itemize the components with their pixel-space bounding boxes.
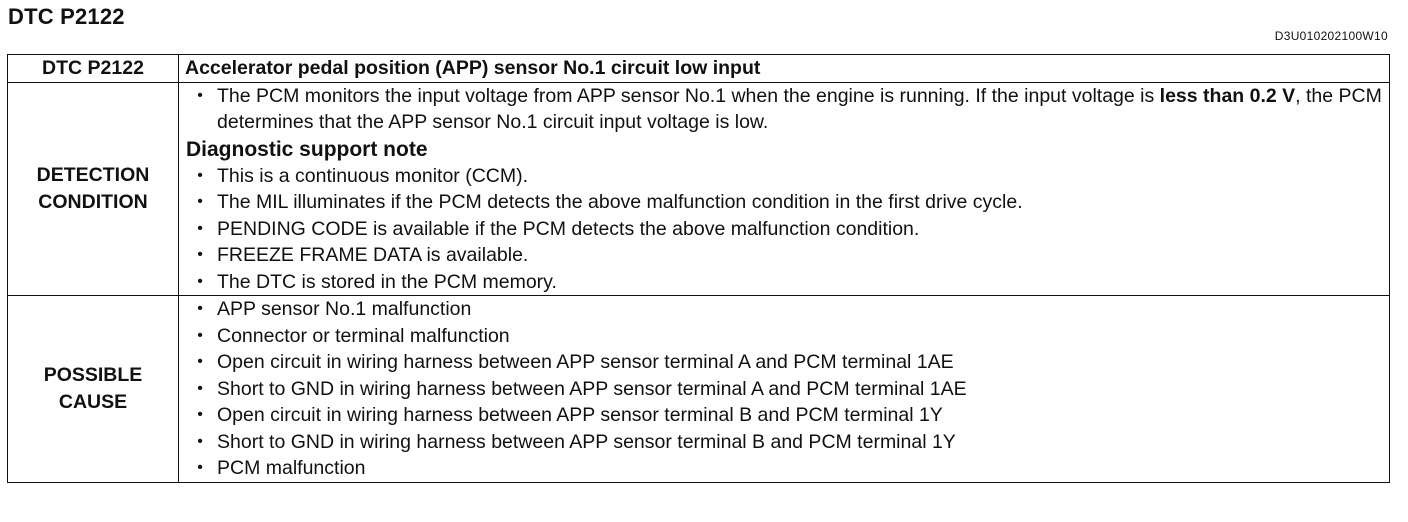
list-item [185, 429, 1383, 456]
bullet-icon: • [197, 300, 203, 317]
bullet-icon: • [197, 219, 203, 237]
bullet-icon: • [197, 406, 203, 423]
header-row [8, 55, 1390, 83]
possible-cause-label-line2: CAUSE [58, 390, 128, 413]
dtc-table [7, 54, 1390, 483]
detection-content-cell [179, 82, 1390, 296]
bullet-icon: • [197, 432, 203, 450]
list-item [185, 323, 1383, 350]
possible-cause-row [8, 296, 1390, 483]
list-item [185, 376, 1383, 403]
list-item-text: The MIL illuminates if the PCM detects the above malfunction condition in the first drive cycle. [217, 191, 1023, 213]
support-note-heading: Diagnostic support note [186, 137, 428, 161]
bullet-icon: • [197, 459, 203, 476]
possible-cause-label-cell [8, 296, 179, 483]
detection-label-cell [8, 82, 179, 296]
list-item [185, 455, 1383, 482]
dtc-code-cell: DTC P2122 [8, 55, 179, 83]
list-item [185, 296, 1383, 323]
list-item [185, 269, 1383, 296]
bullet-icon: • [197, 166, 203, 184]
bullet-icon: • [197, 353, 203, 370]
bullet-icon: • [197, 246, 203, 263]
bullet-icon: • [197, 272, 203, 290]
document-id: D3U010202100W10 [1274, 29, 1388, 43]
list-item [185, 163, 1383, 190]
bullet-icon: • [197, 326, 203, 344]
list-item [185, 83, 1383, 136]
list-item-text: APP sensor No.1 malfunction [217, 298, 472, 320]
bullet-icon: • [197, 379, 203, 397]
bullet-icon: • [197, 193, 203, 210]
support-note-list [185, 163, 1383, 296]
list-item-text: This is a continuous monitor (CCM). [217, 164, 529, 187]
possible-cause-content-cell [179, 296, 1390, 483]
detection-text-post: , the PCM determines that the APP sensor No.1 circuit input voltage is low. [217, 84, 1382, 133]
list-item [185, 242, 1383, 269]
page-title: DTC P2122 [8, 4, 125, 29]
list-item-text: The DTC is stored in the PCM memory. [217, 270, 557, 293]
list-item-text: Open circuit in wiring harness between APP sensor terminal B and PCM terminal 1Y [217, 404, 943, 426]
list-item [185, 402, 1383, 429]
detection-label-line1: DETECTION [36, 163, 150, 186]
list-item-text: Connector or terminal malfunction [217, 324, 510, 347]
dtc-description-cell: Accelerator pedal position (APP) sensor No.1 circuit low input [179, 55, 1390, 83]
possible-cause-list [185, 296, 1383, 482]
detection-main-list [185, 83, 1383, 136]
list-item-text: Short to GND in wiring harness between APP sensor terminal A and PCM terminal 1AE [217, 377, 967, 400]
list-item [185, 189, 1383, 216]
list-item-text: PENDING CODE is available if the PCM detects the above malfunction condition. [217, 217, 920, 240]
bullet-icon: • [197, 86, 203, 104]
list-item-text: Short to GND in wiring harness between APP sensor terminal B and PCM terminal 1Y [217, 430, 956, 453]
detection-threshold: less than 0.2 V [1159, 84, 1296, 107]
possible-cause-label-line1: POSSIBLE [43, 363, 143, 386]
list-item-text: Open circuit in wiring harness between APP sensor terminal A and PCM terminal 1AE [217, 351, 954, 373]
detection-row [8, 82, 1390, 296]
detection-text-pre: The PCM monitors the input voltage from APP sensor No.1 when the engine is running. If the input voltage is [217, 84, 1160, 107]
detection-label-line2: CONDITION [38, 190, 148, 213]
list-item [185, 349, 1383, 376]
list-item-text: FREEZE FRAME DATA is available. [217, 244, 529, 266]
list-item [185, 216, 1383, 243]
list-item-text: PCM malfunction [217, 457, 366, 479]
